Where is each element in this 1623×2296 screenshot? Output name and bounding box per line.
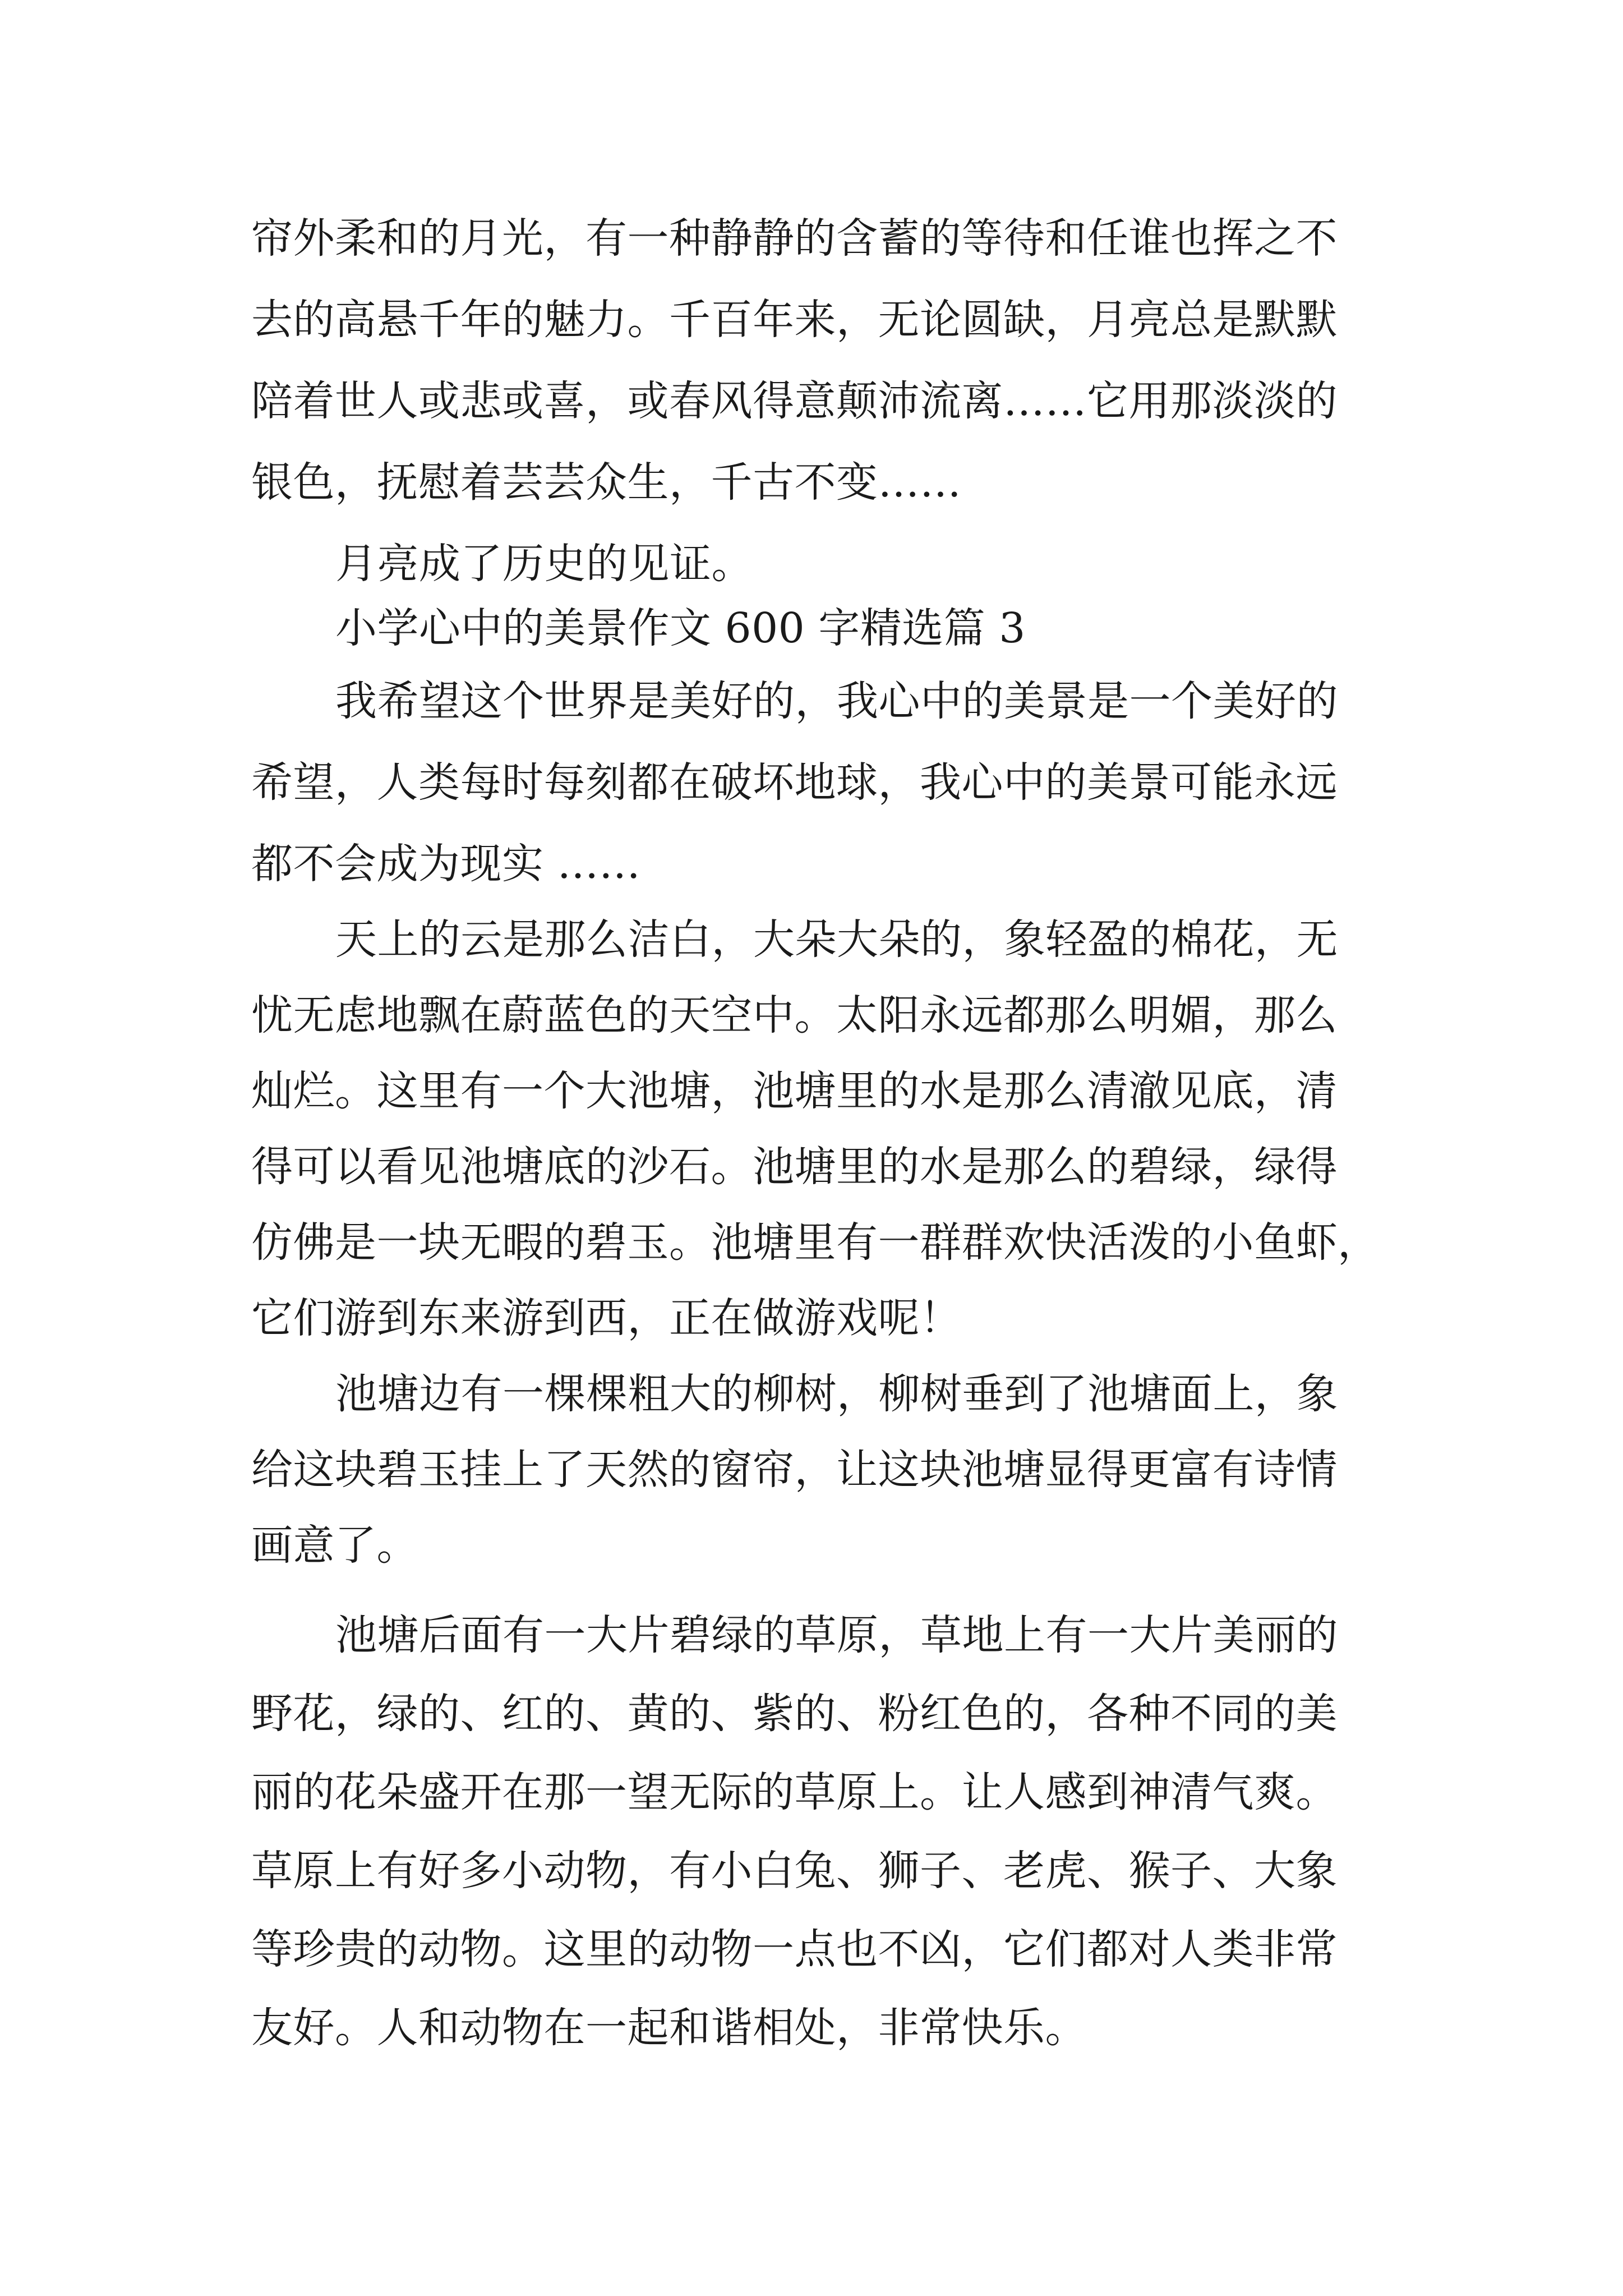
text-line: 希望，人类每时每刻都在破坏地球，我心中的美景可能永远: [251, 758, 1338, 807]
text-line: 给这块碧玉挂上了天然的窗帘，让这块池塘显得更富有诗情: [251, 1446, 1338, 1494]
text-line: 仿佛是一块无暇的碧玉。池塘里有一群群欢快活泼的小鱼虾，: [251, 1218, 1380, 1267]
text-line: 都不会成为现实 ……: [251, 840, 641, 888]
text-line: 丽的花朵盛开在那一望无际的草原上。让人感到神清气爽。: [251, 1768, 1338, 1816]
text-line: 池塘边有一棵棵粗大的柳树，柳树垂到了池塘面上，象: [335, 1370, 1338, 1418]
text-line: 月亮成了历史的见证。: [335, 540, 753, 588]
text-line: 我希望这个世界是美好的，我心中的美景是一个美好的: [335, 677, 1338, 725]
text-line: 灿烂。这里有一个大池塘，池塘里的水是那么清澈见底，清: [251, 1067, 1338, 1115]
text-line: 画意了。: [251, 1521, 418, 1570]
text-line: 野花，绿的、红的、黄的、紫的、粉红色的，各种不同的美: [251, 1690, 1338, 1738]
text-line: 池塘后面有一大片碧绿的草原，草地上有一大片美丽的: [335, 1611, 1338, 1659]
text-line: 去的高悬千年的魅力。千百年来，无论圆缺，月亮总是默默: [251, 296, 1338, 344]
text-line: 等珍贵的动物。这里的动物一点也不凶，它们都对人类非常: [251, 1925, 1338, 1973]
section-heading: 小学心中的美景作文 600 字精选篇 3: [335, 604, 1026, 652]
text-line: 得可以看见池塘底的沙石。池塘里的水是那么的碧绿，绿得: [251, 1143, 1338, 1191]
text-line: 它们游到东来游到西，正在做游戏呢！: [251, 1294, 962, 1342]
text-line: 银色，抚慰着芸芸众生，千古不变……: [251, 458, 962, 507]
text-line: 草原上有好多小动物，有小白兔、狮子、老虎、猴子、大象: [251, 1847, 1338, 1895]
text-line: 帘外柔和的月光，有一种静静的含蓄的等待和任谁也挥之不: [251, 214, 1338, 263]
text-line: 友好。人和动物在一起和谐相处，非常快乐。: [251, 2004, 1087, 2052]
text-line: 忧无虑地飘在蔚蓝色的天空中。太阳永远都那么明媚，那么: [251, 991, 1338, 1039]
text-line: 天上的云是那么洁白，大朵大朵的，象轻盈的棉花，无: [335, 915, 1338, 964]
text-line: 陪着世人或悲或喜，或春风得意颠沛流离……它用那淡淡的: [251, 377, 1338, 425]
